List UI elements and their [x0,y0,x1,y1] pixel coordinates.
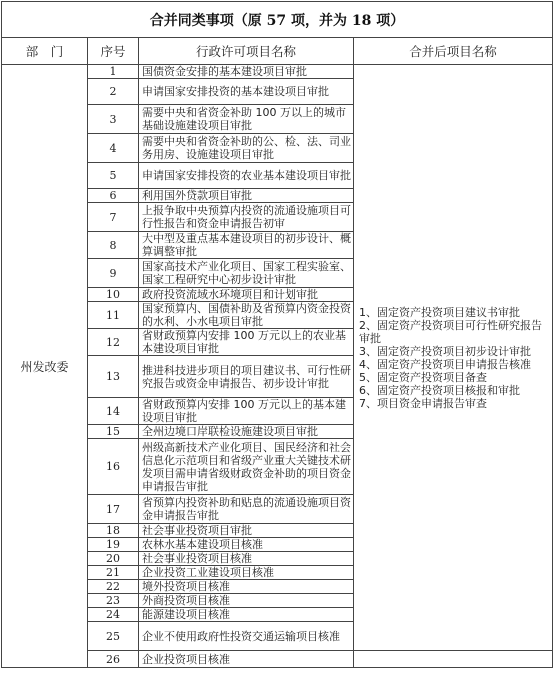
merged-items-cell [354,65,553,651]
table-row [2,65,553,79]
permit-item-name: 需要中央和省资金补助 100 万以上的城市基础设施建设项目审批 [139,105,354,134]
department-cell: 州发改委 [2,65,88,668]
header-sequence: 序号 [88,38,139,65]
merged-empty-cell [354,651,553,668]
sequence-number: 17 [88,495,139,524]
sequence-number: 24 [88,608,139,622]
header-item-name: 行政许可项目名称 [139,38,354,65]
permit-item-name: 能源建设项目核准 [139,608,354,622]
sequence-number: 13 [88,356,139,398]
header-department: 部 门 [2,38,88,65]
sequence-number: 23 [88,594,139,608]
permit-item-name: 全州边境口岸联检设施建设项目审批 [139,425,354,439]
sequence-number: 25 [88,622,139,651]
sequence-number: 11 [88,302,139,329]
sequence-number: 6 [88,189,139,203]
permit-item-name: 州级高新技术产业化项目、国民经济和社会信息化示范项目和省级产业重大关键技术研发项目需申请省级财政资金补助的项目资金申请报告审批 [139,439,354,495]
merged-item: 7、项目资金申请报告审查 [359,396,487,410]
merged-item: 3、固定资产投资项目初步设计审批 [359,344,531,358]
permit-item-name: 国家预算内、国债补助及省预算内资金投资的水利、小水电项目审批 [139,302,354,329]
merged-item: 5、固定资产投资项目备查 [359,370,487,384]
header-merged-name: 合并后项目名称 [354,38,553,65]
sequence-number: 9 [88,259,139,288]
sequence-number: 7 [88,203,139,232]
sequence-number: 10 [88,288,139,302]
merged-item: 6、固定资产投资项目核报和审批 [359,383,520,397]
title-row [2,2,553,38]
permit-item-name: 上报争取中央预算内投资的流通设施项目可行性报告和资金申请报告初审 [139,203,354,232]
permit-item-name: 企业不使用政府性投资交通运输项目核准 [139,622,354,651]
permit-item-name: 申请国家安排投资的农业基本建设项目审批 [139,163,354,189]
sequence-number: 12 [88,329,139,356]
document-page [1,1,552,668]
sequence-number: 4 [88,134,139,163]
sequence-number: 14 [88,398,139,425]
permit-item-name: 外商投资项目核准 [139,594,354,608]
sequence-number: 2 [88,79,139,105]
merged-item: 1、固定资产投资项目建议书审批 [359,305,520,319]
merged-item: 2、固定资产投资项目可行性研究报告审批 [359,318,542,345]
permit-item-name: 社会事业投资项目审批 [139,524,354,538]
sequence-number: 19 [88,538,139,552]
permit-item-name: 社会事业投资项目核准 [139,552,354,566]
sequence-number: 26 [88,651,139,668]
sequence-number: 5 [88,163,139,189]
permit-item-name: 推进科技进步项目的项目建议书、可行性研究报告或资金申请报告、初步设计审批 [139,356,354,398]
permit-item-name: 企业投资工业建设项目核准 [139,566,354,580]
permit-item-name: 利用国外贷款项目审批 [139,189,354,203]
permit-item-name: 省预算内投资补助和贴息的流通设施项目资金申请报告审批 [139,495,354,524]
table-title: 合并同类事项（原 57 项，并为 18 项） [2,2,553,38]
sequence-number: 15 [88,425,139,439]
permit-item-name: 省财政预算内安排 100 万元以上的农业基本建设项目审批 [139,329,354,356]
permit-item-name: 境外投资项目核准 [139,580,354,594]
merged-item: 4、固定资产投资项目申请报告核准 [359,357,531,371]
sequence-number: 22 [88,580,139,594]
sequence-number: 1 [88,65,139,79]
sequence-number: 3 [88,105,139,134]
permit-item-name: 国债资金安排的基本建设项目审批 [139,65,354,79]
permit-item-name: 申请国家安排投资的基本建设项目审批 [139,79,354,105]
permit-item-name: 大中型及重点基本建设项目的初步设计、概算调整审批 [139,232,354,259]
sequence-number: 21 [88,566,139,580]
permit-item-name: 国家高技术产业化项目、国家工程实验室、国家工程研究中心初步设计审批 [139,259,354,288]
sequence-number: 20 [88,552,139,566]
merged-items-list [359,306,552,410]
permit-item-name: 省财政预算内安排 100 万元以上的基本建设项目审批 [139,398,354,425]
permit-item-name: 政府投资流域水环境项目和计划审批 [139,288,354,302]
sequence-number: 16 [88,439,139,495]
header-row [2,38,553,65]
permit-item-name: 企业投资项目核准 [139,651,354,668]
merge-items-table [1,1,553,668]
permit-item-name: 农林水基本建设项目核准 [139,538,354,552]
permit-item-name: 需要中央和省资金补助的公、检、法、司业务用房、设施建设项目审批 [139,134,354,163]
sequence-number: 18 [88,524,139,538]
sequence-number: 8 [88,232,139,259]
